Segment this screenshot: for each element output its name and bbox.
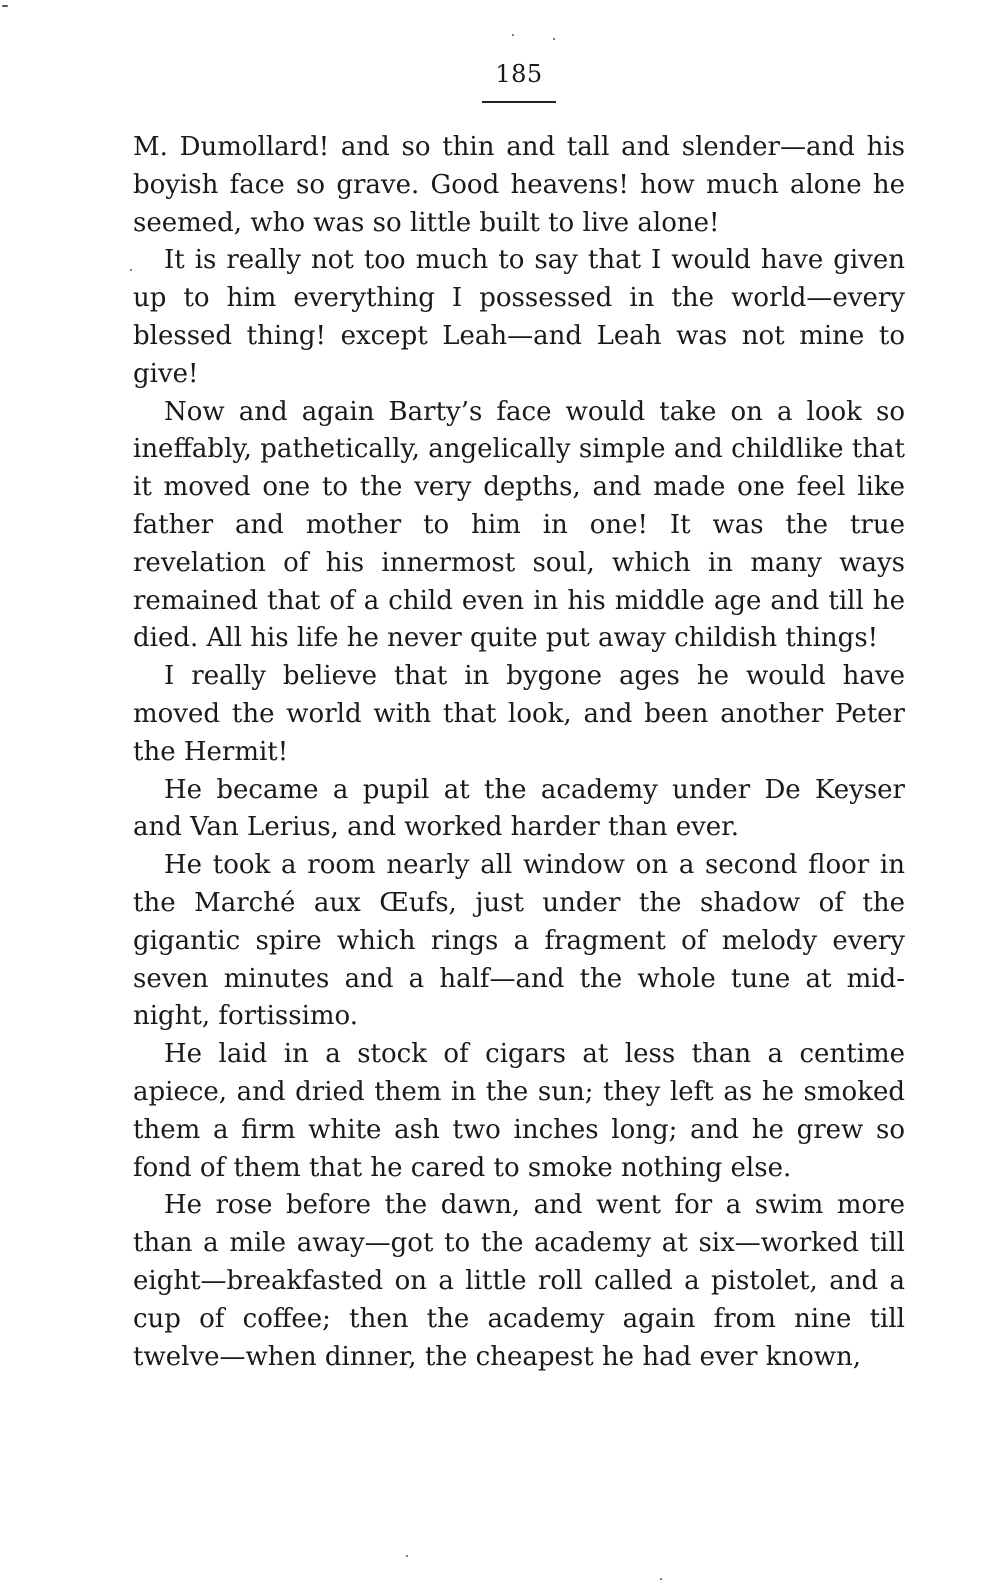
scan-speck — [512, 34, 514, 36]
scan-speck — [553, 38, 555, 40]
paragraph: He took a room nearly all window on a second floor in the Marché aux Œufs, just under the shadow of the gigantic spire which rings a fragment of melody every seven minutes and a half—and the whole tune at midnight, fortissimo. — [133, 850, 905, 1032]
paragraph: Now and again Barty’s face would take on a look so ineffably, pathetically, angelically simple and childlike that it moved one to the very depths, and made one feel like father and mother to him in one! It was the true revelation of his innermost soul, which in many ways remained that of a child even in his middle age and till he died. All his life he never quite put away childish things! — [133, 396, 905, 654]
paragraph: He rose before the dawn, and went for a swim more than a mile away—got to the academy at six—worked till eight—breakfasted on a little roll called a pistolet, and a cup of coffee; then the academy again from nine till twelve—when dinner, the cheapest he had ever known, — [133, 1190, 905, 1372]
page-number: 185 — [495, 60, 543, 88]
paragraph: I really believe that in bygone ages he would have moved the world with that look, and been another Peter the Hermit! — [133, 661, 905, 767]
paragraph: He became a pupil at the academy under De Keyser and Van Lerius, and worked harder than ever. — [133, 774, 905, 843]
scan-speck — [130, 269, 132, 271]
header-rule — [482, 101, 556, 103]
paragraph: M. Dumollard! and so thin and tall and slender—and his boyish face so grave. Good heavens! how much alone he seemed, who was so little built to live alone! — [133, 132, 905, 238]
paragraph: It is really not too much to say that I would have given up to him everything I possessed in the world—every blessed thing! except Leah—and Leah was not mine to give! — [133, 245, 905, 389]
scan-speck — [660, 1578, 662, 1580]
body-text — [133, 129, 905, 1376]
paragraph: He laid in a stock of cigars at less than a centime apiece, and dried them in the sun; they left as he smoked them a firm white ash two inches long; and he grew so fond of them that he cared to smoke nothing else. — [133, 1039, 905, 1183]
scan-speck — [2, 5, 8, 7]
scan-speck — [406, 1555, 408, 1557]
